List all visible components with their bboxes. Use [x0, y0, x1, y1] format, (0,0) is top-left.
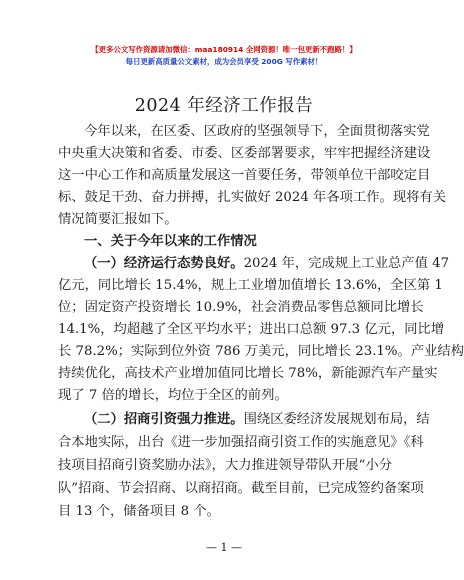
paragraph-line: 14.1%，均超越了全区平均水平；进出口总额 97.3 亿元，同比增	[58, 322, 445, 337]
paragraph-line: 合本地实际，出台《进一步加强招商引资工作的实施意见》《科	[58, 435, 424, 450]
promo-banner-line: 【更多公文写作资源请加微信：maa180914 全网资源！唯一包更新不跑路！】	[91, 45, 357, 54]
intro-line: 标、鼓足干劲、奋力拼搏，扎实做好 2024 年各项工作。现将有关	[58, 190, 447, 205]
intro-line: 情况简要汇报如下。	[58, 212, 178, 227]
paragraph-lead: （二）招商引资强力推进。	[84, 412, 244, 427]
paragraph-first-line	[84, 254, 450, 274]
paragraph-lead: （一）经济运行态势良好。	[84, 256, 244, 271]
paragraph-line: 技项目招商引资奖励办法》，大力推进领导带队开展“小分	[58, 458, 392, 473]
paragraph-text: 2024 年，完成规上工业总产值 47	[243, 256, 450, 271]
intro-line: 中央重大决策和省委、市委、区委部署要求，牢牢把握经济建设	[58, 146, 431, 161]
promo-banner-subline: 每日更新高质量公文素材，成为会员享受 200G 写作素材！	[125, 57, 323, 66]
paragraph-first-line	[84, 410, 430, 430]
intro-line: 这一中心工作和高质量发展这一首要任务，带领单位干部咬定目	[58, 168, 431, 183]
paragraph-text: 围绕区委经济发展规划布局，结	[243, 412, 430, 427]
paragraph-line: 持续优化，高技术产业增加值同比增长 78%，新能源汽车产量实	[58, 366, 438, 381]
paragraph-line: 位；固定资产投资增长 10.9%，社会消费品零售总额同比增长	[58, 300, 424, 315]
paragraph-line: 现了 7 倍的增长，均位于全区的前列。	[58, 388, 288, 403]
document-title: 2024 年经济工作报告	[134, 96, 314, 116]
page-number: — 1 —	[206, 541, 242, 554]
intro-line: 今年以来，在区委、区政府的坚强领导下，全面贯彻落实党	[84, 124, 430, 139]
paragraph-line: 队”招商、节会招商、以商招商。截至目前，已完成签约备案项	[58, 481, 424, 496]
paragraph-line: 长 78.2%；实际到位外资 786 万美元，同比增长 23.1%。产业结构	[58, 344, 464, 359]
section-heading: 一、关于今年以来的工作情况	[84, 234, 257, 249]
paragraph-line: 亿元，同比增长 15.4%，规上工业增加值增长 13.6%，全区第 1	[58, 278, 443, 293]
paragraph-line: 目 13 个，储备项目 8 个。	[58, 504, 220, 519]
